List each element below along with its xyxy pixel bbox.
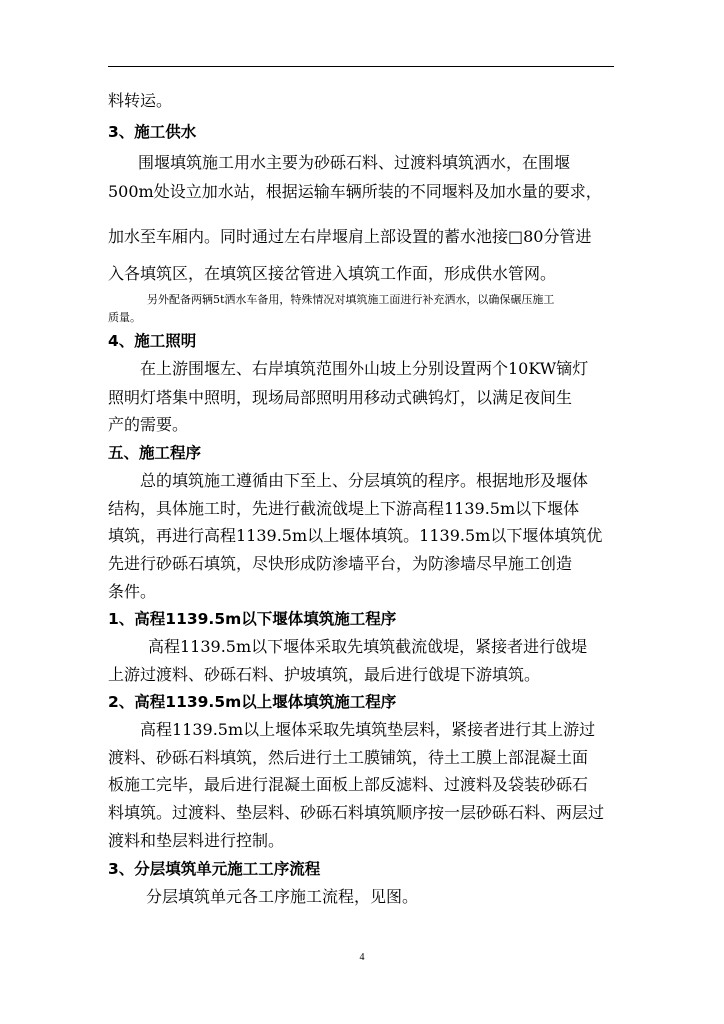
- body-text-line: 500m处设立加水站，根据运输车辆所装的不同堰料及加水量的要求，: [108, 182, 602, 201]
- body-text-line: 先进行砂砾石填筑，尽快形成防渗墙平台，为防渗墙尽早施工创造: [108, 554, 573, 573]
- body-text-line: 产的需要。: [108, 415, 189, 434]
- body-text-line: 高程1139.5m以上堰体采取先填筑垫层料，紧接者进行其上游过: [140, 720, 596, 739]
- small-text-line: 质量。: [108, 311, 141, 324]
- small-text-line: 另外配备两辆5t洒水车备用，特殊情况对填筑施工面进行补充洒水，以确保碾压施工: [147, 293, 555, 306]
- section-heading: 4、施工照明: [108, 332, 197, 350]
- body-text-line: 结构，具体施工时，先进行截流戗堤上下游高程1139.5m以下堰体: [108, 499, 580, 518]
- body-text-line: 围堰填筑施工用水主要为砂砾石料、过渡料填筑洒水，在围堰: [138, 153, 571, 172]
- body-text-line: 照明灯塔集中照明，现场局部照明用移动式碘钨灯，以满足夜间生: [108, 388, 573, 407]
- body-text-line: 加水至车厢内。同时通过左右岸堰肩上部设置的蓄水池接□80分管进: [108, 227, 592, 246]
- body-text-line: 填筑，再进行高程1139.5m以上堰体填筑。1139.5m以下堰体填筑优: [108, 526, 603, 545]
- body-text-line: 板施工完毕，最后进行混凝土面板上部反滤料、过渡料及袋装砂砾石: [108, 775, 589, 794]
- section-heading: 五、施工程序: [108, 444, 202, 462]
- header-rule: [108, 66, 614, 67]
- body-text-line: 渡料、砂砾石料填筑，然后进行土工膜铺筑，待土工膜上部混凝土面: [108, 748, 589, 767]
- body-text-line: 上游过渡料、砂砾石料、护坡填筑，最后进行戗堤下游填筑。: [108, 665, 541, 684]
- body-text-line: 入各填筑区，在填筑区接岔管进入填筑工作面，形成供水管网。: [108, 264, 557, 283]
- body-text-line: 料填筑。过渡料、垫层料、砂砾石料填筑顺序按一层砂砾石料、两层过: [108, 803, 605, 822]
- body-text-line: 高程1139.5m以下堰体采取先填筑截流戗堤，紧接者进行戗堤: [148, 637, 588, 656]
- body-text-line: 渡料和垫层料进行控制。: [108, 831, 285, 850]
- section-heading: 3、分层填筑单元施工工序流程: [108, 860, 321, 878]
- body-text-line: 料转运。: [108, 91, 173, 110]
- section-heading: 3、施工供水: [108, 123, 197, 141]
- body-text-line: 在上游围堰左、右岸填筑范围外山坡上分别设置两个10KW镝灯: [140, 359, 589, 378]
- section-heading: 2、高程1139.5m以上堰体填筑施工程序: [108, 693, 397, 711]
- page-number: 4: [359, 952, 365, 963]
- body-text-line: 分层填筑单元各工序施工流程，见图。: [146, 887, 419, 906]
- body-text-line: 条件。: [108, 582, 157, 601]
- body-text-line: 总的填筑施工遵循由下至上、分层填筑的程序。根据地形及堰体: [140, 471, 589, 490]
- section-heading: 1、高程1139.5m以下堰体填筑施工程序: [108, 610, 397, 628]
